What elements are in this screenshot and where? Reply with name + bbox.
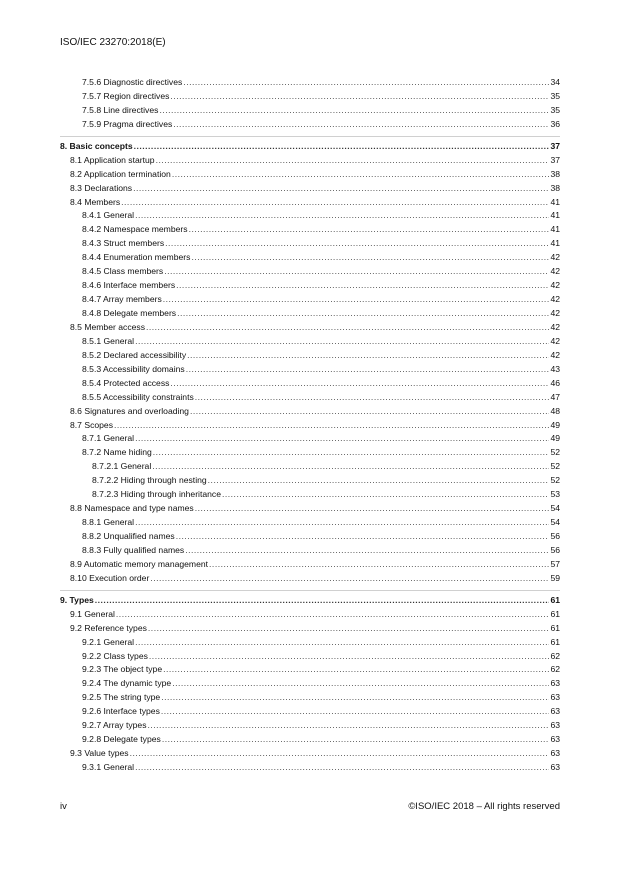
- toc-entry-page: 37: [550, 154, 560, 165]
- toc-entry-title: 8.6 Signatures and overloading: [70, 405, 189, 416]
- toc-entry-page: 47: [550, 391, 560, 402]
- dot-leader: [209, 558, 549, 572]
- toc-entry[interactable]: [60, 677, 560, 691]
- toc-entry-title: 8.7.1 General: [82, 433, 135, 444]
- toc-entry[interactable]: [60, 432, 560, 446]
- toc-entry[interactable]: [60, 279, 560, 293]
- toc-entry[interactable]: [60, 502, 560, 516]
- toc-entry-title: 8.7 Scopes: [70, 419, 113, 430]
- toc-entry-title: 9.2.6 Interface types: [82, 706, 160, 717]
- dot-leader: [153, 446, 550, 460]
- toc-entry-title: 8.5.3 Accessibility domains: [82, 363, 185, 374]
- dot-leader: [159, 104, 549, 118]
- toc-entry-page: 52: [550, 447, 560, 458]
- toc-entry[interactable]: [60, 530, 560, 544]
- toc-entry[interactable]: [60, 104, 560, 118]
- dot-leader: [162, 733, 550, 747]
- dot-leader: [195, 502, 550, 516]
- toc-entry[interactable]: [60, 761, 560, 775]
- toc-entry[interactable]: [60, 572, 560, 586]
- toc-entry-title: 7.5.8 Line directives: [82, 104, 159, 115]
- toc-entry-page: 63: [550, 720, 560, 731]
- toc-entry-page: 34: [550, 77, 560, 87]
- toc-entry[interactable]: [60, 140, 560, 154]
- page-number: iv: [60, 801, 67, 812]
- toc-entry-page: 43: [550, 363, 560, 374]
- toc-entry-page: 42: [550, 308, 560, 318]
- dot-leader: [161, 705, 550, 719]
- dot-leader: [135, 209, 549, 223]
- dot-leader: [195, 391, 550, 405]
- toc-entry-title: 8.5.5 Accessibility constraints: [82, 391, 194, 402]
- toc-entry[interactable]: [60, 460, 560, 474]
- toc-entry-page: 38: [550, 182, 560, 193]
- toc-entry-page: 52: [550, 461, 560, 472]
- toc-entry-title: 8.8.1 General: [82, 517, 135, 528]
- toc-entry-page: 63: [550, 734, 560, 745]
- toc-entry[interactable]: [60, 154, 560, 168]
- toc-entry-page: 61: [550, 594, 560, 605]
- toc-entry-title: 8.7.2.2 Hiding through nesting: [92, 475, 207, 486]
- toc-entry[interactable]: [60, 747, 560, 761]
- toc-entry[interactable]: [60, 663, 560, 677]
- toc-entry[interactable]: [60, 705, 560, 719]
- dot-leader: [222, 488, 549, 502]
- dot-leader: [191, 251, 549, 265]
- toc-entry-title: 7.5.7 Region directives: [82, 90, 170, 101]
- dot-leader: [130, 747, 550, 761]
- dot-leader: [164, 265, 549, 279]
- toc-entry-title: 9.2.4 The dynamic type: [82, 678, 172, 689]
- toc-entry-page: 61: [550, 636, 560, 647]
- dot-leader: [173, 118, 549, 132]
- toc-entry-title: 8.5.2 Declared accessibility: [82, 349, 187, 360]
- toc-entry-title: 8.4.1 General: [82, 210, 135, 221]
- toc-entry-title: 8.4.2 Namespace members: [82, 224, 188, 235]
- toc-entry[interactable]: [60, 516, 560, 530]
- toc-entry-title: 8.4.4 Enumeration members: [82, 252, 191, 263]
- toc-entry-title: 8.2 Application termination: [70, 168, 171, 179]
- toc-entry[interactable]: [60, 377, 560, 391]
- toc-entry-title: 8.8.2 Unqualified names: [82, 531, 175, 541]
- toc-entry-page: 41: [550, 196, 560, 207]
- toc-entry[interactable]: [60, 405, 560, 419]
- toc-entry-title: 9.3.1 General: [82, 762, 135, 772]
- toc-entry-title: 8.10 Execution order: [70, 572, 150, 583]
- toc-entry-page: 42: [550, 252, 560, 263]
- toc-entry[interactable]: [60, 363, 560, 377]
- toc-entry-page: 42: [550, 321, 560, 332]
- toc-entry-title: 9.2 Reference types: [70, 622, 147, 633]
- toc-entry-title: 9.1 General: [70, 608, 115, 619]
- toc-entry[interactable]: [60, 76, 560, 90]
- dot-leader: [152, 460, 549, 474]
- toc-entry-page: 59: [550, 572, 560, 583]
- toc-entry[interactable]: [60, 691, 560, 705]
- toc-entry-title: 8.5.4 Protected access: [82, 377, 170, 388]
- toc-entry[interactable]: [60, 446, 560, 460]
- toc-entry[interactable]: [60, 636, 560, 650]
- toc-entry-title: 8.4.6 Interface members: [82, 280, 176, 291]
- toc-entry-title: 8. Basic concepts: [60, 140, 133, 151]
- toc-entry-title: 9.2.8 Delegate types: [82, 734, 161, 745]
- toc-entry[interactable]: [60, 209, 560, 223]
- dot-leader: [135, 432, 549, 446]
- toc-entry-page: 63: [550, 678, 560, 689]
- toc-entry-page: 63: [550, 706, 560, 717]
- toc-entry-page: 42: [550, 349, 560, 360]
- toc-entry-title: 8.8 Namespace and type names: [70, 503, 194, 514]
- toc-entry-title: 8.4.5 Class members: [82, 266, 164, 277]
- toc-entry[interactable]: [60, 118, 560, 132]
- toc-entry-title: 7.5.6 Diagnostic directives: [82, 77, 183, 87]
- toc-entry-page: 42: [550, 335, 560, 346]
- dot-leader: [146, 321, 549, 335]
- toc-entry-page: 41: [550, 224, 560, 235]
- dot-leader: [208, 474, 550, 488]
- toc-entry-title: 9.2.3 The object type: [82, 664, 163, 675]
- dot-leader: [170, 377, 549, 391]
- toc-entry[interactable]: [60, 733, 560, 747]
- toc-entry[interactable]: [60, 90, 560, 104]
- toc-entry[interactable]: [60, 182, 560, 196]
- toc-entry-title: 9.2.2 Class types: [82, 650, 148, 661]
- toc-entry[interactable]: [60, 622, 560, 636]
- toc-entry-page: 54: [550, 517, 560, 528]
- toc-entry[interactable]: [60, 391, 560, 405]
- toc-entry-page: 56: [550, 544, 560, 555]
- dot-leader: [135, 335, 549, 349]
- toc-entry-page: 61: [550, 622, 560, 633]
- dot-leader: [135, 761, 549, 775]
- toc-entry[interactable]: [60, 335, 560, 349]
- toc-entry-page: 49: [550, 433, 560, 444]
- toc-entry[interactable]: [60, 196, 560, 210]
- toc-entry-title: 9.2.7 Array types: [82, 720, 147, 731]
- toc-entry-title: 8.8.3 Fully qualified names: [82, 544, 185, 555]
- dot-leader: [170, 90, 549, 104]
- document-id: ISO/IEC 23270:2018(E): [60, 37, 166, 48]
- toc-entry-page: 56: [550, 531, 560, 541]
- toc-entry-title: 8.7.2 Name hiding: [82, 447, 152, 458]
- toc-entry-title: 7.5.9 Pragma directives: [82, 118, 173, 129]
- dot-leader: [150, 572, 549, 586]
- dot-leader: [163, 293, 550, 307]
- toc-entry-title: 8.3 Declarations: [70, 182, 133, 193]
- section-divider: [60, 136, 560, 137]
- toc-entry[interactable]: [60, 293, 560, 307]
- dot-leader: [163, 663, 549, 677]
- toc-entry-page: 35: [550, 90, 560, 101]
- dot-leader: [172, 168, 550, 182]
- toc-entry[interactable]: [60, 223, 560, 237]
- toc-entry-page: 37: [550, 140, 560, 151]
- toc-entry[interactable]: [60, 719, 560, 733]
- copyright-notice: ©ISO/IEC 2018 – All rights reserved: [408, 801, 560, 812]
- section-divider: [60, 590, 560, 591]
- toc-entry-title: 9. Types: [60, 594, 94, 605]
- dot-leader: [186, 363, 550, 377]
- toc-entry[interactable]: [60, 237, 560, 251]
- dot-leader: [95, 594, 550, 608]
- toc-entry-title: 9.3 Value types: [70, 748, 129, 759]
- dot-leader: [172, 677, 549, 691]
- toc-entry-page: 35: [550, 104, 560, 115]
- dot-leader: [148, 719, 550, 733]
- dot-leader: [121, 196, 549, 210]
- toc-entry-title: 9.2.1 General: [82, 636, 135, 647]
- dot-leader: [148, 622, 550, 636]
- toc-entry-page: 48: [550, 405, 560, 416]
- toc-entry-page: 63: [550, 762, 560, 772]
- toc-entry[interactable]: [60, 349, 560, 363]
- toc-entry-page: 41: [550, 238, 560, 249]
- dot-leader: [185, 544, 549, 558]
- toc-entry-page: 54: [550, 503, 560, 514]
- toc-entry-title: 8.7.2.3 Hiding through inheritance: [92, 489, 221, 500]
- dot-leader: [190, 405, 549, 419]
- toc-entry-title: 8.4.8 Delegate members: [82, 308, 177, 318]
- dot-leader: [133, 182, 549, 196]
- toc-entry[interactable]: [60, 251, 560, 265]
- dot-leader: [183, 76, 549, 90]
- toc-entry-page: 63: [550, 748, 560, 759]
- toc-entry-page: 63: [550, 692, 560, 703]
- dot-leader: [176, 279, 549, 293]
- toc-entry-page: 62: [550, 664, 560, 675]
- toc-entry-page: 36: [550, 118, 560, 129]
- dot-leader: [134, 140, 550, 154]
- toc-entry-page: 42: [550, 266, 560, 277]
- toc-entry-page: 49: [550, 419, 560, 430]
- toc-entry[interactable]: [60, 594, 560, 608]
- toc-entry-page: 52: [550, 475, 560, 486]
- toc-entry[interactable]: [60, 307, 560, 321]
- toc-entry[interactable]: [60, 558, 560, 572]
- toc-entry-title: 8.4 Members: [70, 196, 121, 207]
- dot-leader: [165, 237, 549, 251]
- toc-entry-page: 42: [550, 280, 560, 291]
- toc-entry-page: 42: [550, 294, 560, 305]
- toc-entry-title: 8.4.7 Array members: [82, 294, 162, 305]
- toc-entry-page: 41: [550, 210, 560, 221]
- toc-entry-title: 8.1 Application startup: [70, 154, 155, 165]
- dot-leader: [187, 349, 549, 363]
- toc-entry-title: 8.9 Automatic memory management: [70, 558, 209, 569]
- toc-entry-title: 8.4.3 Struct members: [82, 238, 165, 249]
- toc-entry-page: 38: [550, 168, 560, 179]
- toc-entry-page: 53: [550, 489, 560, 500]
- toc-entry-title: 8.5 Member access: [70, 321, 145, 332]
- toc-entry-title: 9.2.5 The string type: [82, 692, 161, 703]
- toc-entry[interactable]: [60, 419, 560, 433]
- toc-entry-title: 8.7.2.1 General: [92, 461, 152, 472]
- dot-leader: [189, 223, 550, 237]
- toc-entry[interactable]: [60, 488, 560, 502]
- toc-entry-page: 62: [550, 650, 560, 661]
- toc-entry[interactable]: [60, 474, 560, 488]
- dot-leader: [114, 419, 549, 433]
- dot-leader: [116, 608, 550, 622]
- toc-entry[interactable]: [60, 321, 560, 335]
- toc-entry-title: 8.5.1 General: [82, 335, 135, 346]
- toc-entry[interactable]: [60, 168, 560, 182]
- dot-leader: [177, 307, 549, 321]
- dot-leader: [135, 516, 549, 530]
- toc-entry[interactable]: [60, 265, 560, 279]
- toc-entry[interactable]: [60, 650, 560, 664]
- toc-entry[interactable]: [60, 608, 560, 622]
- dot-leader: [135, 636, 549, 650]
- table-of-contents: [60, 76, 560, 775]
- dot-leader: [176, 530, 550, 544]
- toc-entry[interactable]: [60, 544, 560, 558]
- dot-leader: [156, 154, 550, 168]
- dot-leader: [149, 650, 550, 664]
- toc-entry-page: 57: [550, 558, 560, 569]
- toc-entry-page: 46: [550, 377, 560, 388]
- dot-leader: [161, 691, 549, 705]
- toc-entry-page: 61: [550, 608, 560, 619]
